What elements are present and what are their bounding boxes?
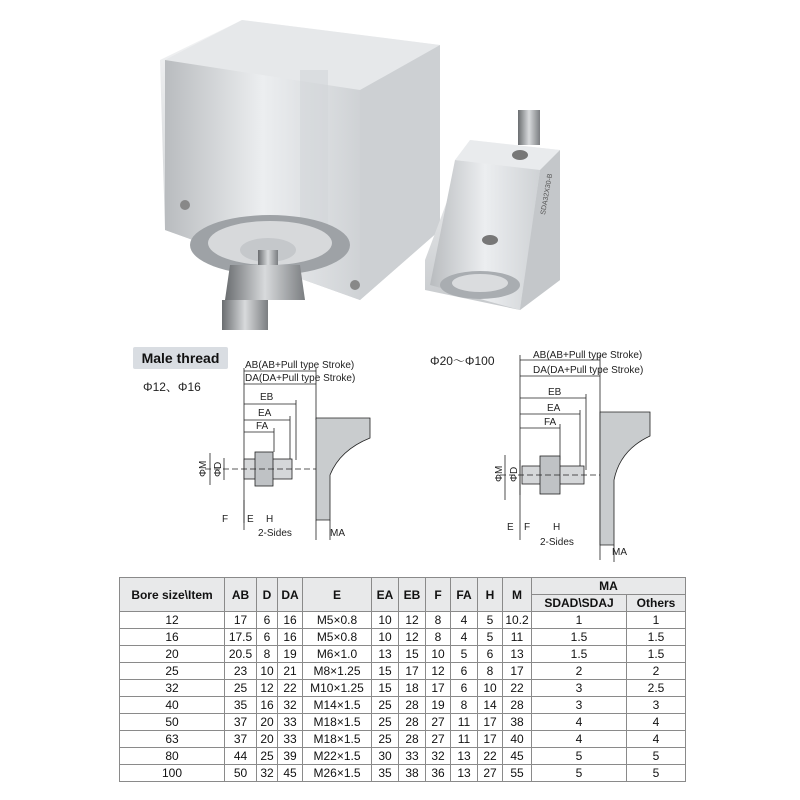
table-header-row bbox=[120, 578, 686, 595]
table-cell: 22 bbox=[478, 748, 503, 765]
left-eb-label: EB bbox=[260, 392, 274, 403]
table-cell: 20.5 bbox=[225, 646, 257, 663]
right-phi-m-label: ΦM bbox=[494, 465, 505, 482]
table-cell: 80 bbox=[120, 748, 225, 765]
table-cell: 17 bbox=[426, 680, 451, 697]
table-cell: 40 bbox=[503, 731, 532, 748]
table-cell: 13 bbox=[372, 646, 399, 663]
left-phi-d-label: ΦD bbox=[213, 461, 224, 477]
product-photo bbox=[0, 0, 800, 340]
table-cell: 4 bbox=[532, 731, 627, 748]
table-cell: 25 bbox=[372, 714, 399, 731]
spec-table bbox=[119, 577, 686, 782]
spec-table-body bbox=[120, 612, 686, 782]
table-cell: 19 bbox=[426, 697, 451, 714]
table-row bbox=[120, 629, 686, 646]
left-dimension-drawing bbox=[205, 368, 370, 540]
section-label: Male thread bbox=[133, 347, 228, 369]
table-cell: 63 bbox=[120, 731, 225, 748]
table-cell: 25 bbox=[257, 748, 278, 765]
col-header-d: D bbox=[257, 578, 278, 612]
table-cell: 10.2 bbox=[503, 612, 532, 629]
col-header-ma-others: Others bbox=[627, 595, 686, 612]
table-cell: M6×1.0 bbox=[303, 646, 372, 663]
table-cell: 28 bbox=[399, 731, 426, 748]
right-eb-label: EB bbox=[548, 387, 562, 398]
table-cell: 25 bbox=[372, 697, 399, 714]
table-cell: 25 bbox=[120, 663, 225, 680]
table-cell: 16 bbox=[120, 629, 225, 646]
table-cell: 15 bbox=[399, 646, 426, 663]
table-row bbox=[120, 714, 686, 731]
table-cell: 12 bbox=[426, 663, 451, 680]
table-cell: 5 bbox=[627, 748, 686, 765]
table-cell: 20 bbox=[257, 714, 278, 731]
table-row bbox=[120, 663, 686, 680]
table-cell: 6 bbox=[451, 663, 478, 680]
col-header-e: E bbox=[303, 578, 372, 612]
right-dimension-drawing bbox=[500, 355, 650, 562]
col-header-eb: EB bbox=[399, 578, 426, 612]
table-cell: 40 bbox=[120, 697, 225, 714]
col-header-ma-sdad: SDAD\SDAJ bbox=[532, 595, 627, 612]
col-header-m: M bbox=[503, 578, 532, 612]
table-cell: 12 bbox=[120, 612, 225, 629]
table-cell: 20 bbox=[257, 731, 278, 748]
table-cell: M10×1.25 bbox=[303, 680, 372, 697]
table-cell: 1 bbox=[627, 612, 686, 629]
table-cell: 6 bbox=[257, 612, 278, 629]
table-cell: 8 bbox=[426, 629, 451, 646]
right-h-label: H bbox=[553, 522, 561, 533]
table-cell: 17 bbox=[478, 714, 503, 731]
bore-range-small: Φ12、Φ16 bbox=[143, 380, 201, 394]
table-cell: 33 bbox=[278, 731, 303, 748]
table-cell: 15 bbox=[372, 663, 399, 680]
table-cell: 100 bbox=[120, 765, 225, 782]
table-cell: 8 bbox=[257, 646, 278, 663]
table-cell: 1.5 bbox=[532, 646, 627, 663]
table-cell: 1 bbox=[532, 612, 627, 629]
col-header-ea: EA bbox=[372, 578, 399, 612]
table-cell: 28 bbox=[503, 697, 532, 714]
table-cell: 32 bbox=[257, 765, 278, 782]
table-cell: 6 bbox=[451, 680, 478, 697]
table-row bbox=[120, 748, 686, 765]
table-cell: 35 bbox=[372, 765, 399, 782]
table-cell: 35 bbox=[225, 697, 257, 714]
table-cell: M22×1.5 bbox=[303, 748, 372, 765]
table-cell: 20 bbox=[120, 646, 225, 663]
table-cell: 45 bbox=[503, 748, 532, 765]
table-cell: 16 bbox=[278, 612, 303, 629]
col-header-f: F bbox=[426, 578, 451, 612]
left-fa-label: FA bbox=[256, 421, 269, 432]
table-cell: 4 bbox=[627, 731, 686, 748]
table-cell: 10 bbox=[372, 629, 399, 646]
col-header-ab: AB bbox=[225, 578, 257, 612]
table-cell: 10 bbox=[257, 663, 278, 680]
table-cell: 2 bbox=[532, 663, 627, 680]
left-h-label: H bbox=[266, 514, 274, 525]
table-cell: 16 bbox=[278, 629, 303, 646]
table-cell: 17 bbox=[399, 663, 426, 680]
table-cell: M8×1.25 bbox=[303, 663, 372, 680]
table-cell: 32 bbox=[426, 748, 451, 765]
table-cell: 27 bbox=[426, 714, 451, 731]
table-cell: 30 bbox=[372, 748, 399, 765]
table-cell: 5 bbox=[532, 765, 627, 782]
table-cell: 55 bbox=[503, 765, 532, 782]
table-cell: 50 bbox=[120, 714, 225, 731]
table-row bbox=[120, 697, 686, 714]
table-cell: M5×0.8 bbox=[303, 612, 372, 629]
right-sides-label: 2-Sides bbox=[540, 537, 574, 548]
table-cell: 22 bbox=[503, 680, 532, 697]
table-cell: 5 bbox=[532, 748, 627, 765]
table-cell: 5 bbox=[478, 612, 503, 629]
table-cell: 3 bbox=[532, 697, 627, 714]
table-cell: 4 bbox=[451, 629, 478, 646]
left-da-label: DA(DA+Pull type Stroke) bbox=[245, 373, 356, 384]
table-cell: M18×1.5 bbox=[303, 731, 372, 748]
col-header-fa: FA bbox=[451, 578, 478, 612]
table-cell: 44 bbox=[225, 748, 257, 765]
dimension-drawings bbox=[0, 340, 800, 570]
table-cell: 12 bbox=[399, 612, 426, 629]
table-cell: 27 bbox=[426, 731, 451, 748]
col-header-da: DA bbox=[278, 578, 303, 612]
table-row bbox=[120, 612, 686, 629]
table-cell: 33 bbox=[278, 714, 303, 731]
table-cell: 5 bbox=[451, 646, 478, 663]
table-cell: 13 bbox=[503, 646, 532, 663]
table-cell: 17.5 bbox=[225, 629, 257, 646]
table-cell: 10 bbox=[372, 612, 399, 629]
table-cell: 37 bbox=[225, 731, 257, 748]
table-cell: 17 bbox=[503, 663, 532, 680]
table-cell: 4 bbox=[532, 714, 627, 731]
table-cell: 3 bbox=[627, 697, 686, 714]
right-ab-label: AB(AB+Pull type Stroke) bbox=[533, 350, 643, 361]
table-cell: 2 bbox=[627, 663, 686, 680]
table-cell: M26×1.5 bbox=[303, 765, 372, 782]
bore-range-large: Φ20～Φ100 bbox=[430, 354, 495, 368]
table-row bbox=[120, 731, 686, 748]
table-cell: M14×1.5 bbox=[303, 697, 372, 714]
table-cell: 50 bbox=[225, 765, 257, 782]
table-cell: 1.5 bbox=[532, 629, 627, 646]
table-cell: 3 bbox=[532, 680, 627, 697]
table-cell: 6 bbox=[257, 629, 278, 646]
right-e-label: E bbox=[507, 522, 514, 533]
table-cell: 17 bbox=[478, 731, 503, 748]
table-cell: 23 bbox=[225, 663, 257, 680]
table-cell: 25 bbox=[225, 680, 257, 697]
table-cell: 6 bbox=[478, 646, 503, 663]
table-cell: 22 bbox=[278, 680, 303, 697]
table-cell: 13 bbox=[451, 765, 478, 782]
table-cell: 14 bbox=[478, 697, 503, 714]
table-cell: 45 bbox=[278, 765, 303, 782]
table-cell: 36 bbox=[426, 765, 451, 782]
large-cylinder-image bbox=[160, 20, 440, 330]
left-ab-label: AB(AB+Pull type Stroke) bbox=[245, 360, 355, 371]
table-cell: 2.5 bbox=[627, 680, 686, 697]
table-cell: 4 bbox=[627, 714, 686, 731]
table-cell: 1.5 bbox=[627, 646, 686, 663]
table-cell: 25 bbox=[372, 731, 399, 748]
right-fa-label: FA bbox=[544, 417, 557, 428]
table-cell: 39 bbox=[278, 748, 303, 765]
table-cell: 11 bbox=[503, 629, 532, 646]
table-cell: 33 bbox=[399, 748, 426, 765]
left-e-label: E bbox=[247, 514, 254, 525]
table-cell: 8 bbox=[451, 697, 478, 714]
table-cell: 1.5 bbox=[627, 629, 686, 646]
col-header-bore: Bore size\Item bbox=[120, 578, 225, 612]
col-header-ma: MA bbox=[532, 578, 686, 595]
table-cell: 38 bbox=[399, 765, 426, 782]
table-row bbox=[120, 680, 686, 697]
right-f-label: F bbox=[524, 522, 531, 533]
table-cell: 4 bbox=[451, 612, 478, 629]
table-cell: 19 bbox=[278, 646, 303, 663]
table-cell: 37 bbox=[225, 714, 257, 731]
table-cell: 21 bbox=[278, 663, 303, 680]
table-cell: 28 bbox=[399, 714, 426, 731]
left-sides-label: 2-Sides bbox=[258, 528, 292, 539]
small-cylinder-image bbox=[425, 110, 560, 310]
table-cell: 28 bbox=[399, 697, 426, 714]
left-ma-label: MA bbox=[330, 528, 345, 539]
table-cell: 32 bbox=[278, 697, 303, 714]
table-cell: 5 bbox=[627, 765, 686, 782]
right-da-label: DA(DA+Pull type Stroke) bbox=[533, 365, 644, 376]
table-cell: 18 bbox=[399, 680, 426, 697]
table-cell: 8 bbox=[426, 612, 451, 629]
table-cell: 11 bbox=[451, 731, 478, 748]
table-row bbox=[120, 765, 686, 782]
table-cell: 15 bbox=[372, 680, 399, 697]
table-cell: 12 bbox=[257, 680, 278, 697]
col-header-h: H bbox=[478, 578, 503, 612]
table-cell: 17 bbox=[225, 612, 257, 629]
table-cell: M18×1.5 bbox=[303, 714, 372, 731]
table-cell: 5 bbox=[478, 629, 503, 646]
left-f-label: F bbox=[222, 514, 229, 525]
table-cell: 38 bbox=[503, 714, 532, 731]
table-cell: 13 bbox=[451, 748, 478, 765]
table-cell: 10 bbox=[478, 680, 503, 697]
table-row bbox=[120, 646, 686, 663]
table-cell: 10 bbox=[426, 646, 451, 663]
table-cell: 16 bbox=[257, 697, 278, 714]
table-cell: 11 bbox=[451, 714, 478, 731]
left-ea-label: EA bbox=[258, 408, 272, 419]
right-phi-d-label: ΦD bbox=[509, 466, 520, 482]
table-cell: M5×0.8 bbox=[303, 629, 372, 646]
right-ea-label: EA bbox=[547, 403, 561, 414]
table-cell: 8 bbox=[478, 663, 503, 680]
left-phi-m-label: ΦM bbox=[198, 460, 209, 477]
table-cell: 12 bbox=[399, 629, 426, 646]
table-cell: 32 bbox=[120, 680, 225, 697]
table-cell: 27 bbox=[478, 765, 503, 782]
right-ma-label: MA bbox=[612, 547, 627, 558]
cylinder-model-label: SDA32X30-B bbox=[540, 173, 555, 216]
